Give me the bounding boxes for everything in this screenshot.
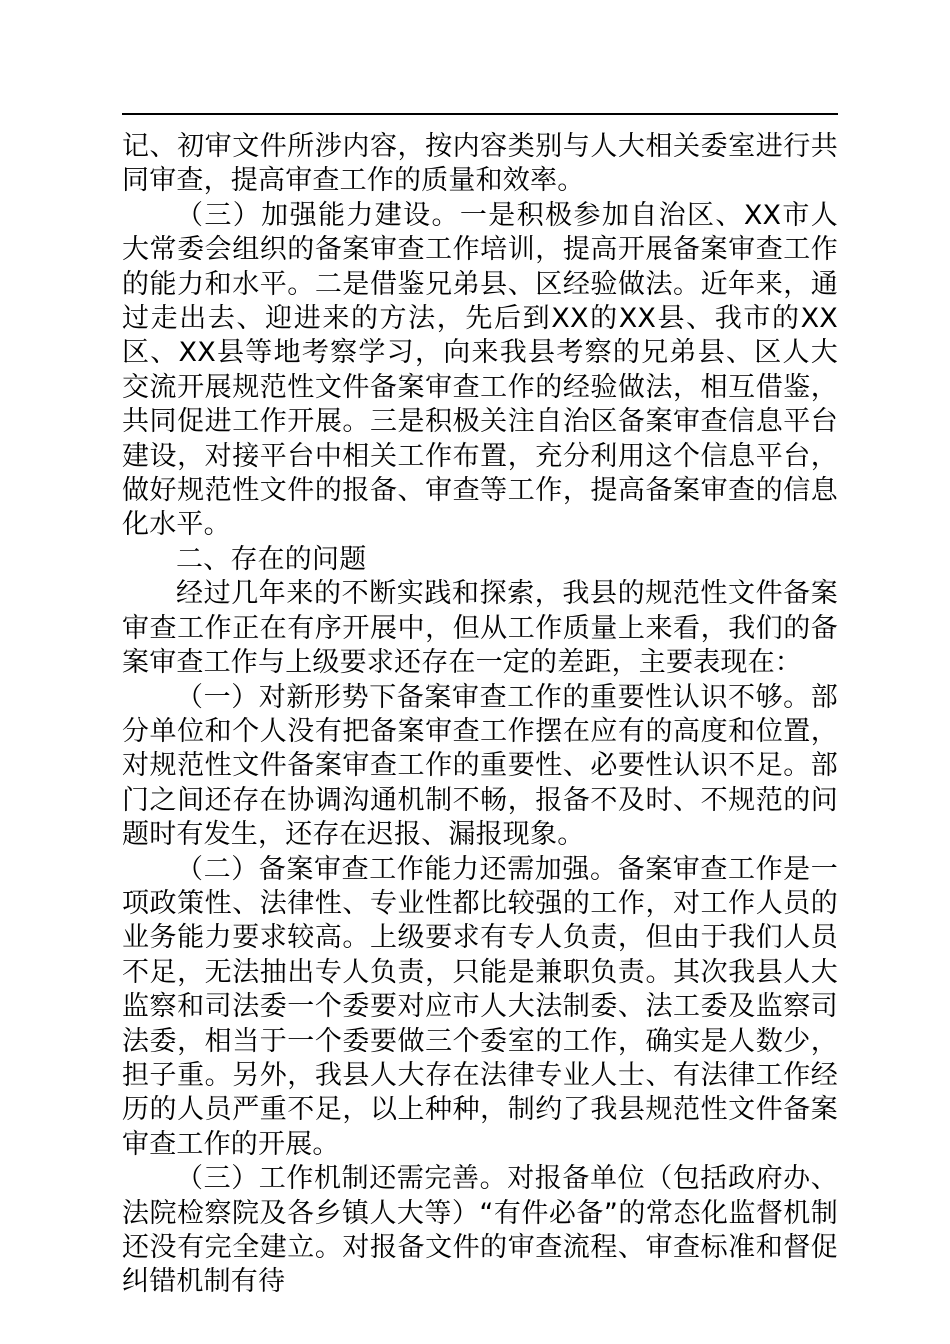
paragraph-capacity-building: （三）加强能力建设。一是积极参加自治区、XX市人大常委会组织的备案审查工作培训，提高开展备案审查工作的能力和水平。二是借鉴兄弟县、区经验做法。近年来，通过走出去、迎进来的方法，先后到XX的XX县、我市的XX区、XX县等地考察学习，向来我县考察的兄弟县、区人大交流开展规范性文件备案审查工作的经验做法，相互借鉴，共同促进工作开展。三是积极关注自治区备案审查信息平台建设，对接平台中相关工作布置，充分利用这个信息平台，做好规范性文件的报备、审查等工作，提高备案审查的信息化水平。	[122, 199, 838, 541]
header-rule	[122, 113, 838, 115]
paragraph-problem-2: （二）备案审查工作能力还需加强。备案审查工作是一项政策性、法律性、专业性都比较强的工作，对工作人员的业务能力要求较高。上级要求有专人负责，但由于我们人员不足，无法抽出专人负责，只能是兼职负责。其次我县人大监察和司法委一个委要对应市人大法制委、法工委及监察司法委，相当于一个委要做三个委室的工作，确实是人数少，担子重。另外，我县人大存在法律专业人士、有法律工作经历的人员严重不足，以上种种，制约了我县规范性文件备案审查工作的开展。	[122, 853, 838, 1160]
document-body	[122, 130, 838, 1300]
paragraph-problem-1: （一）对新形势下备案审查工作的重要性认识不够。部分单位和个人没有把备案审查工作摆在应有的高度和位置，对规范性文件备案审查工作的重要性、必要性认识不足。部门之间还存在协调沟通机制不畅，报备不及时、不规范的问题时有发生，还存在迟报、漏报现象。	[122, 681, 838, 851]
paragraph-problem-3: （三）工作机制还需完善。对报备单位（包括政府办、法院检察院及各乡镇人大等）“有件必备”的常态化监督机制还没有完全建立。对报备文件的审查流程、审查标准和督促纠错机制有待	[122, 1163, 838, 1298]
paragraph-continued: 记、初审文件所涉内容，按内容类别与人大相关委室进行共同审查，提高审查工作的质量和效率。	[122, 131, 838, 197]
paragraph-problems-intro: 经过几年来的不断实践和探索，我县的规范性文件备案审查工作正在有序开展中，但从工作质量上来看，我们的备案审查工作与上级要求还存在一定的差距，主要表现在：	[122, 578, 838, 679]
section-heading-problems: 二、存在的问题	[176, 543, 367, 575]
